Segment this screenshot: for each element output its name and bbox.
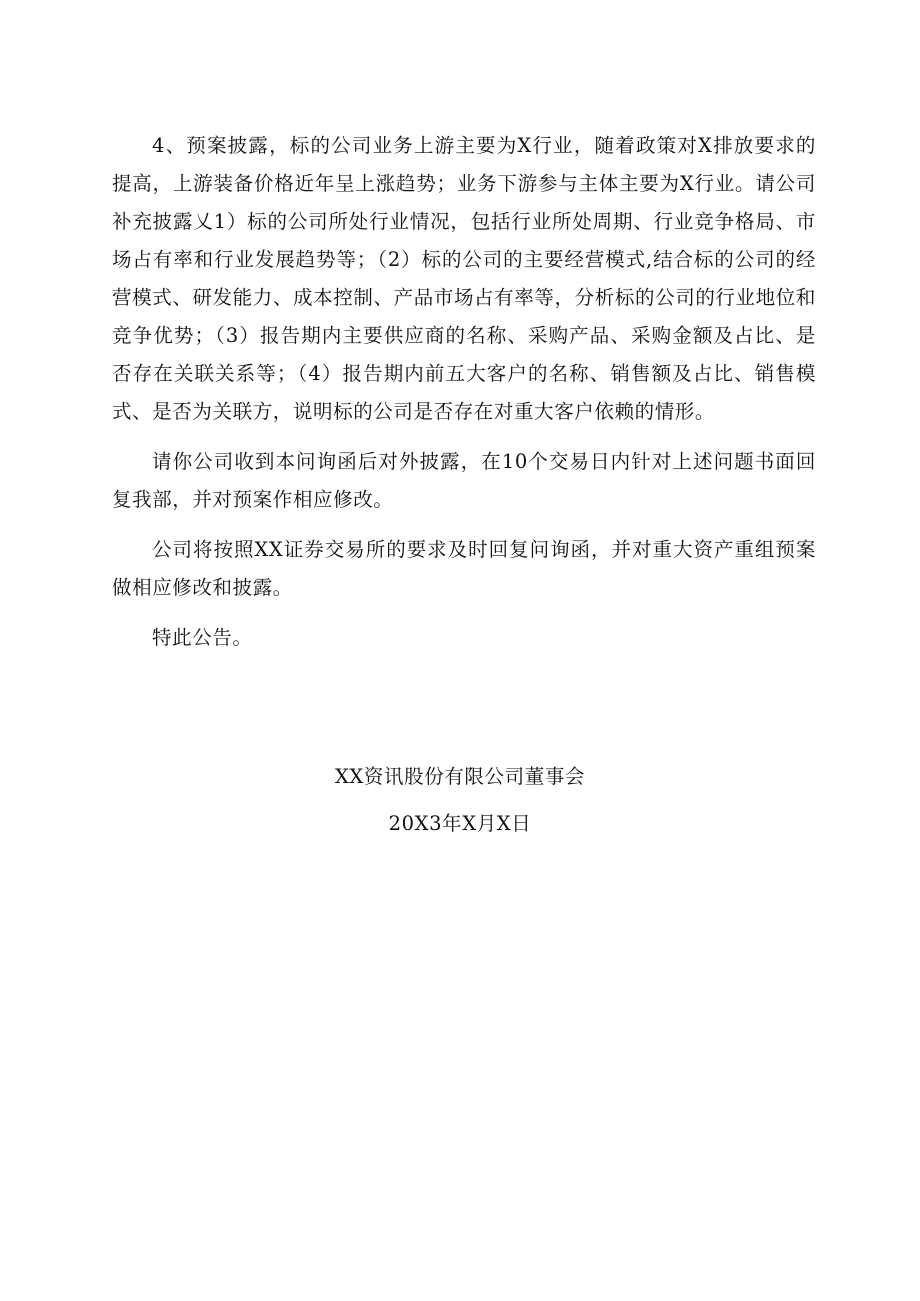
document-body	[112, 127, 816, 669]
paragraph-item-4: 4、预案披露，标的公司业务上游主要为X行业，随着政策对X排放要求的提高，上游装备价格近年呈上涨趋势；业务下游参与主体主要为X行业。请公司补充披露乂1）标的公司所处行业情况，包括行业所处周期、行业竞争格局、市场占有率和行业发展趋势等；（2）标的公司的主要经营模式,结合标的公司的经营模式、研发能力、成本控制、产品市场占有率等，分析标的公司的行业地位和竞争优势；（3）报告期内主要供应商的名称、采购产品、采购金额及占比、是否存在关联关系等；（4）报告期内前五大客户的名称、销售额及占比、销售模式、是否为关联方，说明标的公司是否存在对重大客户依赖的情形。	[112, 134, 816, 423]
signature-date: 20X3年X月X日	[388, 812, 532, 835]
paragraph-closing: 特此公告。	[152, 626, 253, 649]
paragraph-disclosure-request: 请你公司收到本问询函后对外披露，在10个交易日内针对上述问题书面回复我部，并对预案作相应修改。	[112, 450, 816, 511]
signature-company: XX资讯股份有限公司董事会	[334, 765, 586, 788]
paragraph-company-reply: 公司将按照XX证券交易所的要求及时回复问询函，并对重大资产重组预案做相应修改和披露。	[112, 538, 816, 599]
